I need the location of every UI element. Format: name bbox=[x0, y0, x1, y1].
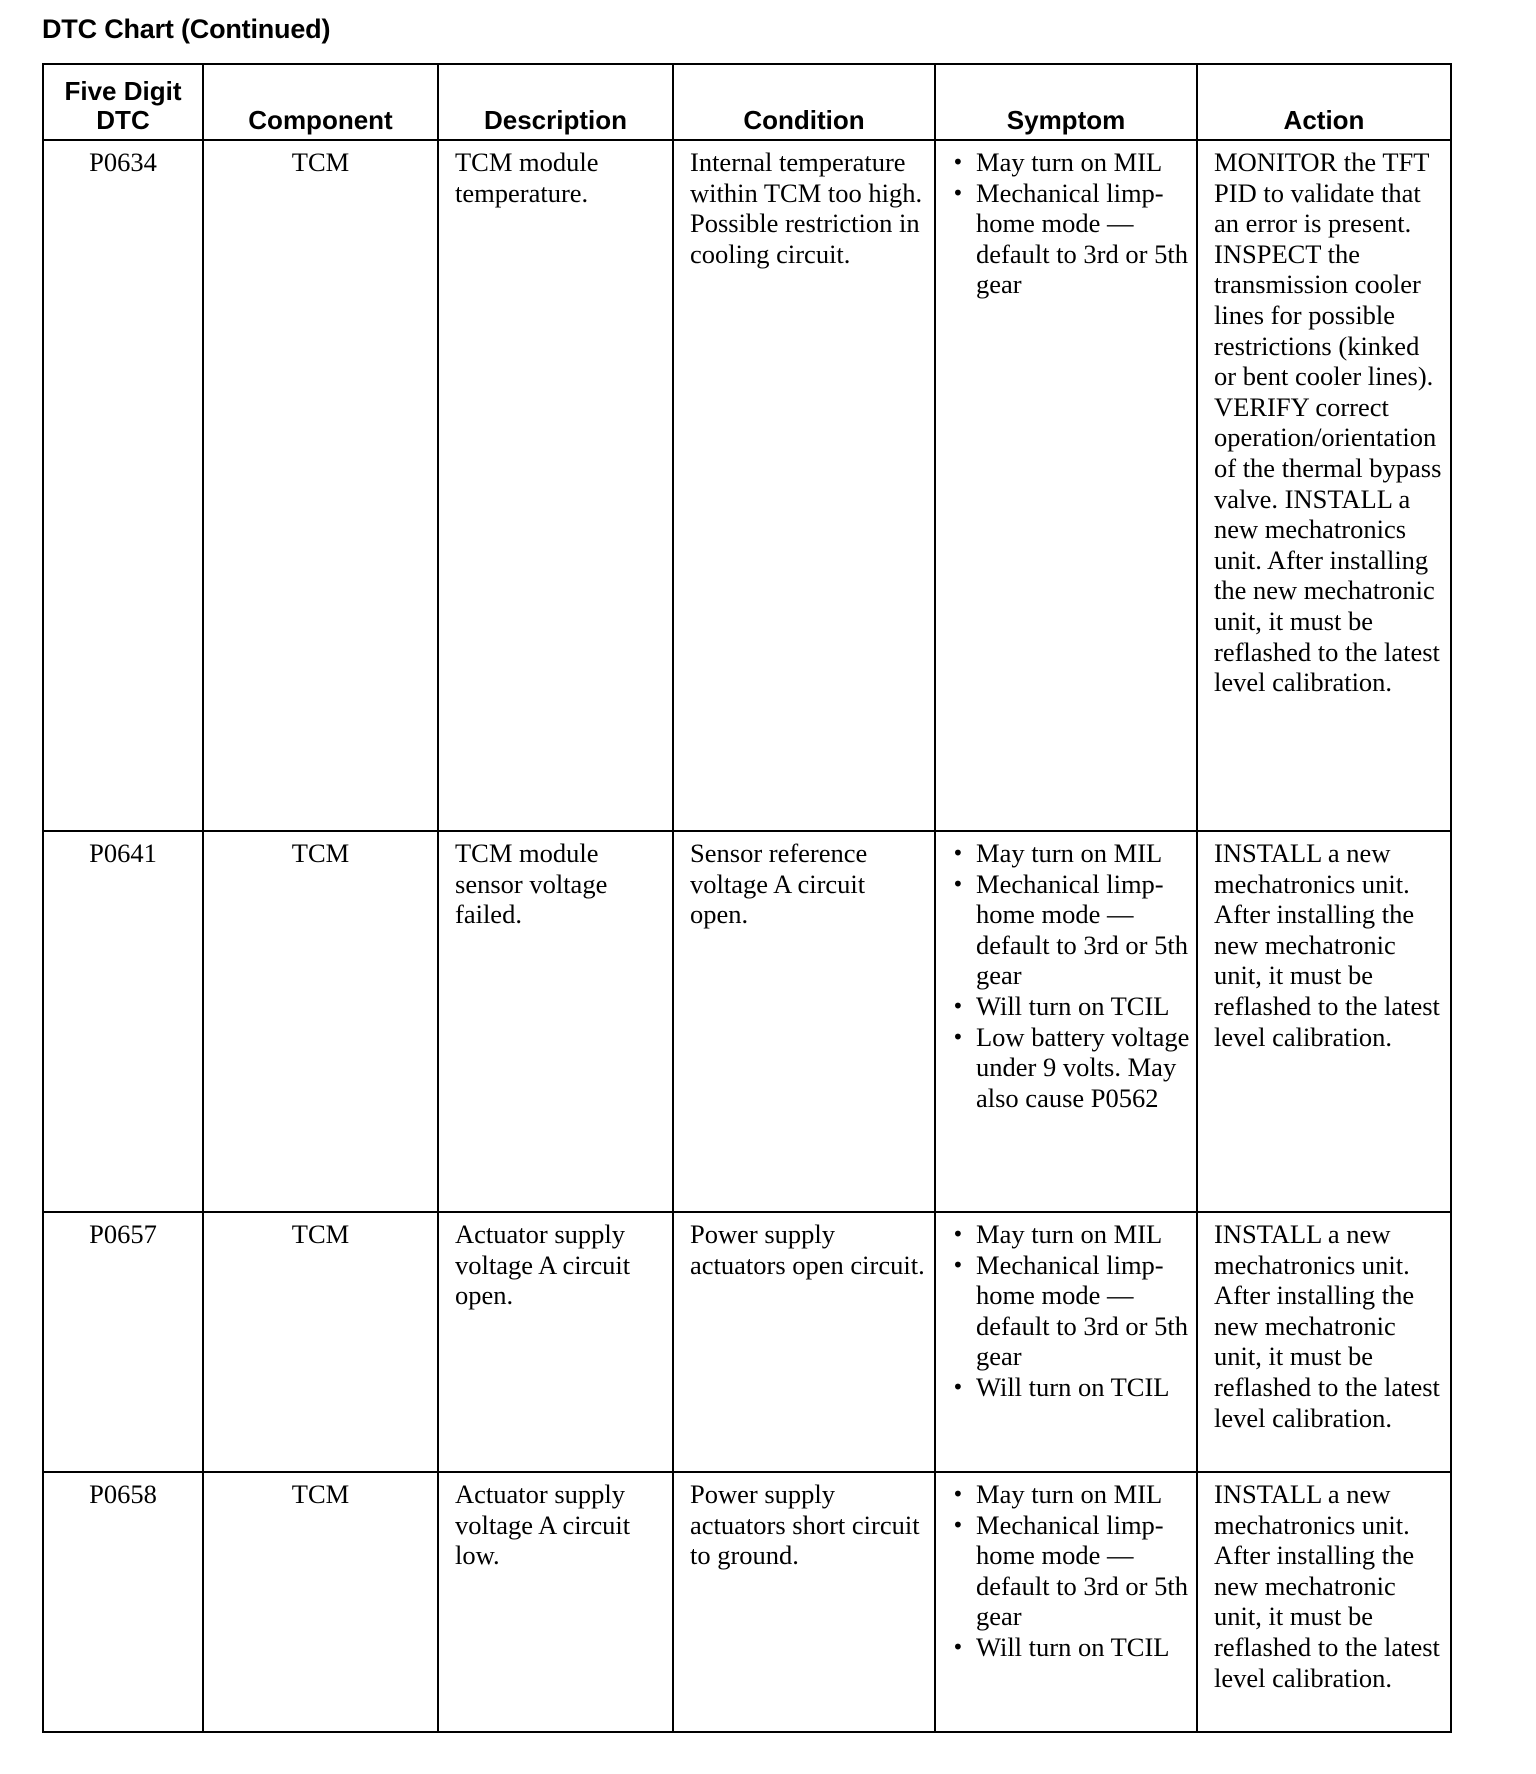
component-cell: TCM bbox=[203, 1472, 438, 1732]
dtc-code: P0657 bbox=[43, 1212, 203, 1472]
symptom-item: • May turn on MIL bbox=[952, 838, 1190, 869]
component-cell: TCM bbox=[203, 140, 438, 831]
symptom-item: • Will turn on TCIL bbox=[952, 991, 1190, 1022]
table-row bbox=[43, 1212, 1451, 1472]
description-cell: TCM module sensor voltage failed. bbox=[438, 831, 673, 1212]
header-description: Description bbox=[438, 64, 673, 140]
symptom-cell bbox=[935, 1212, 1197, 1472]
header-component: Component bbox=[203, 64, 438, 140]
action-cell: INSTALL a new mechatronics unit. After installing the new mechatronic unit, it must be reflashed to the latest level calibration. bbox=[1197, 1212, 1451, 1472]
component-cell: TCM bbox=[203, 831, 438, 1212]
dtc-code: P0634 bbox=[43, 140, 203, 831]
action-cell: INSTALL a new mechatronics unit. After installing the new mechatronic unit, it must be reflashed to the latest level calibration. bbox=[1197, 1472, 1451, 1732]
symptom-item: • May turn on MIL bbox=[952, 1219, 1190, 1250]
page-title: DTC Chart (Continued) bbox=[42, 14, 331, 44]
symptom-item: • May turn on MIL bbox=[952, 147, 1190, 178]
table-row bbox=[43, 140, 1451, 831]
condition-cell: Power supply actuators open circuit. bbox=[673, 1212, 935, 1472]
symptom-list bbox=[952, 838, 1190, 1113]
condition-cell: Internal temperature within TCM too high. Possible restriction in cooling circuit. bbox=[673, 140, 935, 831]
symptom-item: • Mechanical limp-home mode — default to 3rd or 5th gear bbox=[952, 1510, 1190, 1632]
symptom-item: • Mechanical limp-home mode — default to 3rd or 5th gear bbox=[952, 1250, 1190, 1372]
header-symptom: Symptom bbox=[935, 64, 1197, 140]
table-row bbox=[43, 831, 1451, 1212]
description-cell: Actuator supply voltage A circuit low. bbox=[438, 1472, 673, 1732]
header-action: Action bbox=[1197, 64, 1451, 140]
symptom-list bbox=[952, 147, 1190, 300]
description-cell: TCM module temperature. bbox=[438, 140, 673, 831]
header-dtc-line1: Five Digit bbox=[64, 76, 182, 106]
header-row bbox=[43, 64, 1451, 140]
table-row bbox=[43, 1472, 1451, 1732]
symptom-item: • Low battery voltage under 9 volts. May also cause P0562 bbox=[952, 1022, 1190, 1114]
condition-cell: Sensor reference voltage A circuit open. bbox=[673, 831, 935, 1212]
symptom-item: • Mechanical limp-home mode — default to 3rd or 5th gear bbox=[952, 869, 1190, 991]
symptom-list bbox=[952, 1219, 1190, 1403]
symptom-list bbox=[952, 1479, 1190, 1663]
action-cell: MONITOR the TFT PID to validate that an error is present. INSPECT the transmission cooler lines for possible restrictions (kinked or bent cooler lines). VERIFY correct operation/orientation of the thermal bypass valve. INSTALL a new mechatronics unit. After installing the new mechatronic unit, it must be reflashed to the latest level calibration. bbox=[1197, 140, 1451, 831]
symptom-cell bbox=[935, 1472, 1197, 1732]
description-cell: Actuator supply voltage A circuit open. bbox=[438, 1212, 673, 1472]
component-cell: TCM bbox=[203, 1212, 438, 1472]
condition-cell: Power supply actuators short circuit to ground. bbox=[673, 1472, 935, 1732]
symptom-cell bbox=[935, 140, 1197, 831]
symptom-cell bbox=[935, 831, 1197, 1212]
header-condition: Condition bbox=[673, 64, 935, 140]
symptom-item: • Will turn on TCIL bbox=[952, 1632, 1190, 1663]
header-dtc bbox=[43, 64, 203, 140]
dtc-code: P0641 bbox=[43, 831, 203, 1212]
dtc-code: P0658 bbox=[43, 1472, 203, 1732]
symptom-item: • Mechanical limp-home mode — default to 3rd or 5th gear bbox=[952, 178, 1190, 300]
symptom-item: • May turn on MIL bbox=[952, 1479, 1190, 1510]
dtc-table bbox=[42, 63, 1452, 1733]
symptom-item: • Will turn on TCIL bbox=[952, 1372, 1190, 1403]
action-cell: INSTALL a new mechatronics unit. After installing the new mechatronic unit, it must be reflashed to the latest level calibration. bbox=[1197, 831, 1451, 1212]
header-dtc-line2: DTC bbox=[96, 105, 150, 135]
